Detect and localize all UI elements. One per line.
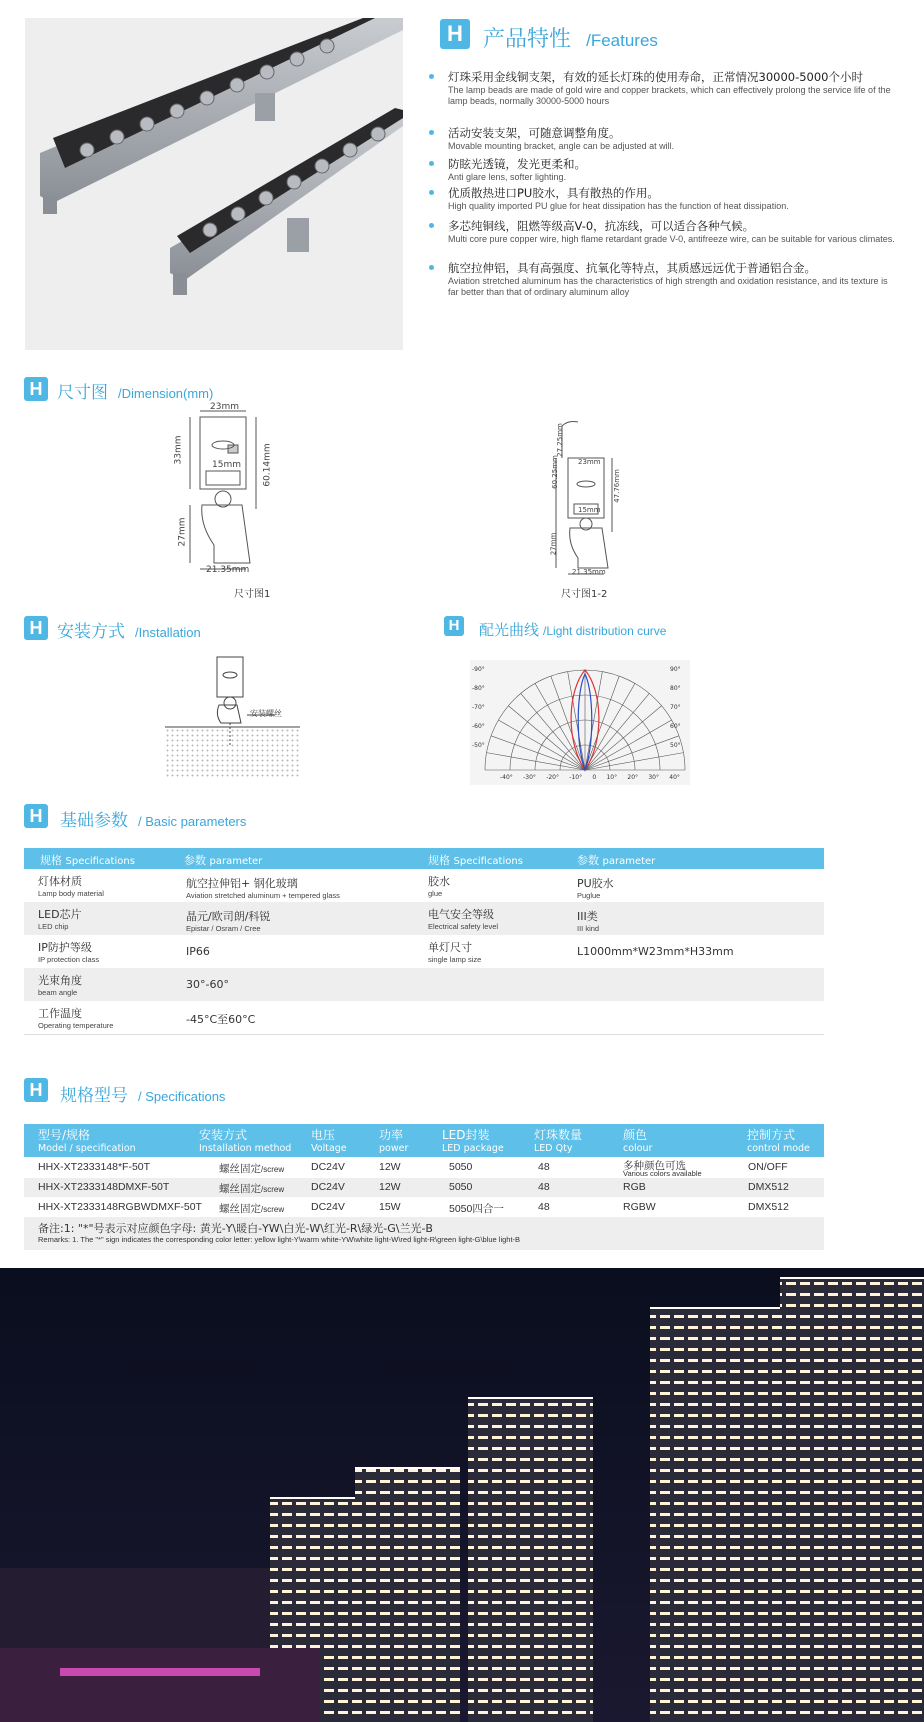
table-row: HHX-XT2333148*F-50T 螺丝固定/screw DC24V 12W 5050 48 Various colors available 多种颜色可选 ON/OFF [24, 1158, 824, 1177]
dim-label: 21.35mm [206, 565, 250, 575]
brand-h-icon: H [24, 804, 48, 828]
brand-h-icon: H [444, 616, 464, 636]
dimension-caption: 尺寸图1-2 [561, 589, 608, 600]
basic-param-row: LED芯片 LED chip 晶元/欧司朗/科锐 Epistar / Osram / Cree 电气安全等级 Electrical safety level III类 III kind [24, 902, 824, 935]
bullet-icon [429, 223, 434, 228]
installation-title: 安装方式 /Installation [57, 622, 201, 642]
dimension-figure-2 [548, 418, 638, 578]
feature-item: 优质散热进口PU胶水，具有散热的作用。 High quality imported PU glue for heat dissipation has the function of heat dissipation. [448, 186, 898, 212]
installation-diagram [165, 655, 300, 780]
feature-item: 防眩光透镜，发光更柔和。 Anti glare lens, softer lighting. [448, 157, 898, 183]
dimension-figure-1 [173, 402, 300, 580]
basic-param-row: 灯体材质 Lamp body material 航空拉伸铝+ 钢化玻璃 Aviation stretched aluminum + tempered glass 胶水 glue PU胶水 Puglue [24, 869, 824, 902]
table-row: HHX-XT2333148RGBWDMXF-50T 螺丝固定/screw DC24V 15W 5050四合一 48 RGBW DMX512 [24, 1198, 824, 1217]
table-row: HHX-XT2333148DMXF-50T 螺丝固定/screw DC24V 12W 5050 48 RGB DMX512 [24, 1178, 824, 1197]
curve-right-ticks: 90° 80° 70° 60° 50° [670, 666, 681, 749]
features-title: 产品特性 /Features [483, 27, 658, 52]
dim-label: 27mm [177, 517, 188, 547]
dimension-title: 尺寸图 /Dimension(mm) [57, 383, 214, 403]
bullet-icon [429, 190, 434, 195]
curve-left-ticks: -90° -80° -70° -60° -50° [472, 666, 485, 749]
dim-label: 21.35mm [572, 568, 606, 576]
install-screw-label: 安装螺丝 [250, 709, 282, 718]
feature-item: 航空拉伸铝，具有高强度、抗氧化等特点，其质感远远优于普通铝合金。 Aviation stretched aluminum has the characteristics of high strength and oxidation resistance, and its texture is far better than that of ordinary aluminum alloy [448, 261, 898, 298]
curve-bottom-ticks: -40° -30° -20° -10° 0 10° 20° 30° 40° [500, 774, 680, 781]
bullet-icon [429, 161, 434, 166]
specs-header: 型号/规格 Model / specification 安装方式 Installation method 电压 Voltage 功率 power LED封装 LED package 灯珠数量 LED Qty 颜色 colour 控制方式 control mode [24, 1124, 824, 1157]
dim-label: 15mm [578, 506, 601, 514]
brand-h-icon: H [24, 377, 48, 401]
bullet-icon [429, 130, 434, 135]
bullet-icon [429, 265, 434, 270]
product-photo [25, 18, 403, 350]
feature-item: 灯珠采用金线铜支架，有效的延长灯珠的使用寿命，正常情况30000-5000个小时 The lamp beads are made of gold wire and copper brackets, which can effectively prolong the service life of the lamp beads, normally 30000-5000 hours [448, 70, 898, 107]
basic-header: 规格 Specifications 参数 parameter 规格 Specifications 参数 parameter [24, 848, 824, 869]
feature-item: 活动安装支架，可随意调整角度。 Movable mounting bracket, angle can be adjusted at will. [448, 126, 898, 152]
light-curve-title: 配光曲线 /Light distribution curve [479, 621, 667, 639]
light-distribution-chart [470, 660, 690, 785]
basic-param-row: 光束角度 beam angle 30°-60° [24, 968, 824, 1001]
dim-label: 23mm [578, 458, 601, 466]
specs-remark: 备注:1: "*"号表示对应颜色字母: 黄光-Y\暖白-YW\白光-W\红光-R\绿光-G\兰光-B Remarks: 1. The "*" sign indicates the corresponding color letter: yellow light-Y\warm white-YW\white light-W\red light-R\green light-G\blue light-B [24, 1217, 824, 1250]
dim-label: 60.25mm [550, 455, 559, 489]
basic-param-row: IP防护等级 IP protection class IP66 单灯尺寸 single lamp size L1000mm*W23mm*H33mm [24, 935, 824, 968]
dim-label: 27.25mm [555, 423, 564, 457]
brand-h-icon: H [440, 19, 470, 49]
dimension-caption: 尺寸图1 [234, 589, 271, 600]
brand-h-icon: H [24, 1078, 48, 1102]
dim-label: 47.76mm [612, 469, 621, 503]
dim-label: 23mm [210, 402, 239, 412]
specs-title: 规格型号 / Specifications [60, 1086, 226, 1106]
dim-label: 27mm [549, 532, 558, 556]
basic-param-row: 工作温度 Operating temperature -45°C至60°C [24, 1001, 824, 1035]
night-buildings-photo [0, 1268, 924, 1722]
dim-label: 33mm [173, 435, 184, 465]
dim-label: 15mm [212, 460, 241, 470]
brand-h-icon: H [24, 616, 48, 640]
basic-title: 基础参数 / Basic parameters [60, 811, 247, 831]
bullet-icon [429, 74, 434, 79]
feature-item: 多芯纯铜线，阻燃等级高V-0，抗冻线，可以适合各种气候。 Multi core pure copper wire, high flame retardant grade V-0, antifreeze wire, can be suitable for various climates. [448, 219, 898, 245]
dim-label: 60.14mm [262, 443, 273, 487]
